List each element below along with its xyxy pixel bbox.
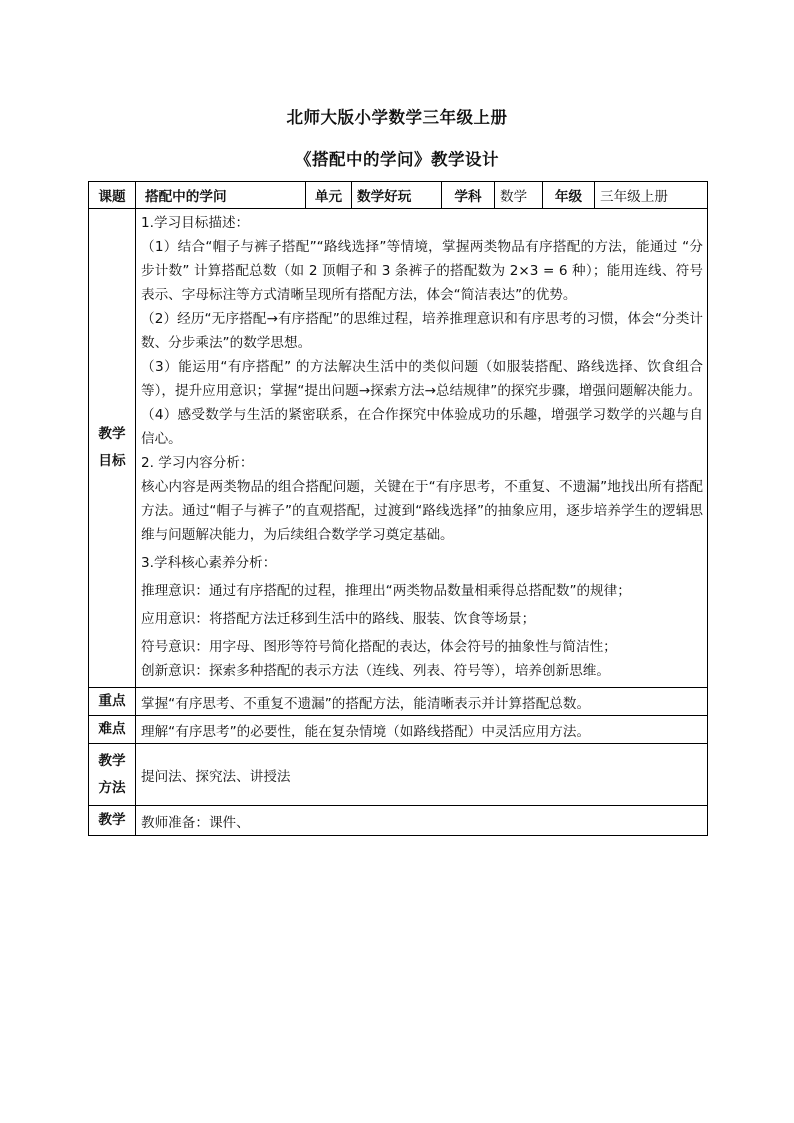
methods-text: 提问法、探究法、讲授法 (136, 744, 708, 806)
objectives-paragraph: 应用意识：将搭配方法迁移到生活中的路线、服装、饮食等场景； (141, 611, 536, 627)
objectives-paragraph: 3.学科核心素养分析： (141, 555, 277, 571)
lesson-plan-table (88, 181, 708, 836)
key-points-label: 重点 (89, 688, 136, 716)
preparation-text: 教师准备：课件、 (136, 806, 708, 836)
objectives-paragraph: 1.学习目标描述： (141, 215, 250, 231)
subject-value: 数学 (495, 182, 543, 209)
preparation-row (89, 806, 708, 836)
difficulties-row (89, 716, 708, 744)
subject-label: 学科 (442, 182, 495, 209)
key-points-row (89, 688, 708, 716)
objectives-content (136, 209, 708, 688)
methods-label: 教学 方法 (89, 744, 136, 806)
unit-label: 单元 (306, 182, 352, 209)
preparation-label: 教学 (89, 806, 136, 836)
grade-label: 年级 (543, 182, 595, 209)
topic-label: 课题 (89, 182, 136, 209)
unit-value: 数学好玩 (352, 182, 442, 209)
document-subtitle: 《搭配中的学问》教学设计 (295, 150, 499, 169)
objectives-paragraph: 核心内容是两类物品的组合搭配问题，关键在于“有序思考，不重复、不遗漏”地找出所有搭配方法。通过“帽子与裤子”的直观搭配，过渡到“路线选择”的抽象应用，逐步培养学生的逻辑思维与问题解决能力，为后续组合数学学习奠定基础。 (141, 479, 703, 543)
document-title: 北师大版小学数学三年级上册 (286, 108, 508, 127)
objectives-paragraph: （4）感受数学与生活的紧密联系，在合作探究中体验成功的乐趣，增强学习数学的兴趣与自信心。 (141, 407, 703, 447)
objectives-paragraph: （1）结合“帽子与裤子搭配”“路线选择”等情境，掌握两类物品有序搭配的方法，能通过 “分步计数” 计算搭配总数（如 2 顶帽子和 3 条裤子的搭配数为 2×3 = 6 种）；能用连线、符号表示、字母标注等方式清晰呈现所有搭配方法，体会“简洁表达”的优势。 (141, 239, 703, 303)
difficulties-label: 难点 (89, 716, 136, 744)
objectives-row (89, 209, 708, 688)
objectives-paragraph: 符号意识：用字母、图形等符号简化搭配的表达，体会符号的抽象性与简洁性； (141, 639, 617, 655)
objectives-paragraph: 推理意识：通过有序搭配的过程，推理出“两类物品数量相乘得总搭配数”的规律； (141, 583, 631, 599)
methods-row (89, 744, 708, 806)
objectives-paragraph: 创新意识：探索多种搭配的表示方法（连线、列表、符号等），培养创新思维。 (141, 663, 610, 679)
objectives-paragraph: （3）能运用“有序搭配” 的方法解决生活中的类似问题（如服装搭配、路线选择、饮食组合等），提升应用意识；掌握“提出问题→探索方法→总结规律”的探究步骤，增强问题解决能力。 (141, 359, 703, 399)
topic-value: 搭配中的学问 (136, 182, 306, 209)
header-row (89, 182, 708, 209)
key-points-text: 掌握“有序思考、不重复不遗漏”的搭配方法，能清晰表示并计算搭配总数。 (136, 688, 708, 716)
objectives-paragraph: （2）经历“无序搭配→有序搭配”的思维过程，培养推理意识和有序思考的习惯，体会“分类计数、分步乘法”的数学思想。 (141, 311, 703, 351)
difficulties-text: 理解“有序思考”的必要性，能在复杂情境（如路线搭配）中灵活应用方法。 (136, 716, 708, 744)
grade-value: 三年级上册 (595, 182, 708, 209)
objectives-paragraph: 2. 学习内容分析： (141, 455, 254, 471)
objectives-label: 教学 目标 (89, 209, 136, 688)
